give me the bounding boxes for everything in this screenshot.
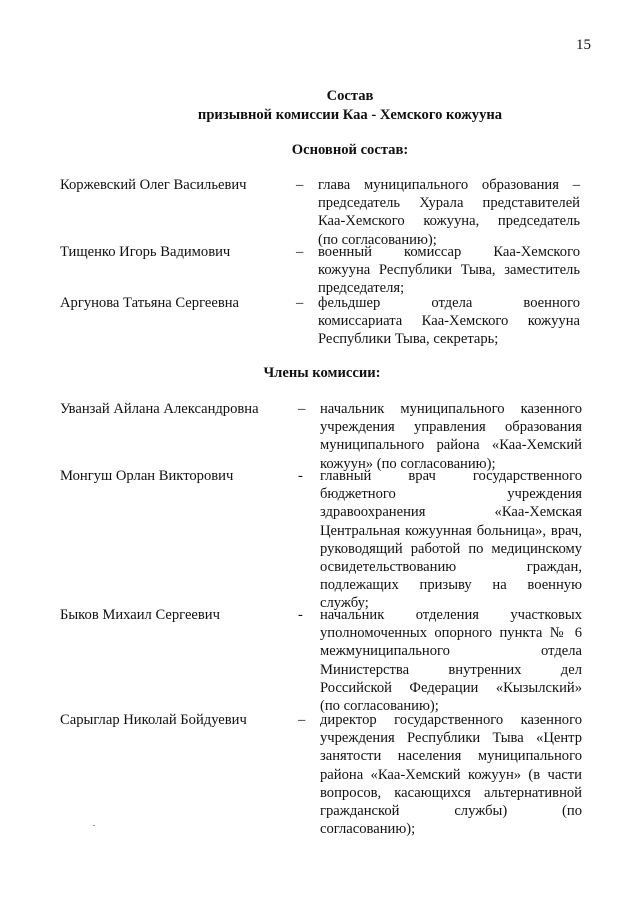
- document-title: [0, 87, 640, 124]
- title-line-1: Состав: [326, 88, 374, 104]
- member-dash: –: [296, 244, 304, 260]
- member-name: Сарыглар Николай Бойдуевич: [60, 712, 247, 728]
- member-dash: -: [298, 468, 303, 484]
- main-composition-heading: Основной состав:: [291, 142, 409, 158]
- role-line: бюджетного учреждения: [320, 486, 582, 503]
- member-name: Монгуш Орлан Викторович: [60, 468, 234, 484]
- role-line: председатель Хурала представителей: [318, 195, 580, 212]
- member-role: [318, 294, 580, 349]
- role-line: занятости населения муниципального: [320, 748, 582, 765]
- role-line: муниципального района «Каа-Хемский: [320, 437, 582, 454]
- member-name: Аргунова Татьяна Сергеевна: [60, 295, 239, 311]
- role-line: вопросов, касающихся альтернативной: [320, 784, 582, 801]
- role-line: района «Каа-Хемский кожуун» (в части: [320, 766, 582, 783]
- role-line: гражданской службы) (по: [320, 803, 582, 820]
- role-line: начальник муниципального казенного: [320, 401, 582, 417]
- member-name: Коржевский Олег Васильевич: [60, 177, 247, 193]
- role-line: здравоохранения «Каа-Хемская: [320, 504, 582, 521]
- scan-speck: [93, 825, 95, 826]
- role-line: учреждения управления образования: [320, 419, 582, 436]
- member-dash: –: [298, 712, 306, 728]
- member-dash: –: [296, 295, 304, 311]
- role-line: Российской Федерации «Кызылский»: [320, 679, 582, 696]
- member-role: [320, 400, 582, 473]
- member-dash: –: [296, 177, 304, 193]
- role-line: председателя;: [318, 280, 405, 297]
- member-role: [320, 606, 582, 715]
- member-name: Тищенко Игорь Вадимович: [60, 244, 231, 260]
- role-line: кожууна Республики Тыва, заместитель: [318, 262, 580, 279]
- role-line: фельдшер отдела военного: [318, 295, 580, 311]
- title-line-2: призывной комиссии Каа - Хемского кожууна: [197, 106, 503, 123]
- role-line: (по согласованию);: [320, 698, 439, 715]
- member-role: [320, 467, 582, 613]
- role-line: глава муниципального образования –: [318, 177, 580, 193]
- role-line: Центральная кожуунная больница», врач,: [320, 522, 582, 539]
- role-line: комиссариата Каа-Хемского кожууна: [318, 313, 580, 330]
- role-line: военный комиссар Каа-Хемского: [318, 244, 580, 260]
- role-line: Республики Тыва, секретарь;: [318, 331, 499, 348]
- role-line: уполномоченных опорного пункта № 6: [320, 625, 582, 642]
- member-dash: –: [298, 401, 306, 417]
- role-line: межмуниципального отдела: [320, 643, 582, 660]
- role-line: Министерства внутренних дел: [320, 661, 582, 678]
- role-line: кожуун» (по согласованию);: [320, 455, 496, 472]
- role-line: освидетельствованию граждан,: [320, 559, 582, 576]
- role-line: службу;: [320, 595, 369, 612]
- role-line: учреждения Республики Тыва «Центр: [320, 730, 582, 747]
- role-line: согласованию);: [320, 821, 416, 838]
- member-role: [320, 711, 582, 838]
- role-line: Каа-Хемского кожууна, председатель: [318, 213, 580, 230]
- role-line: (по согласованию);: [318, 231, 437, 248]
- role-line: главный врач государственного: [320, 468, 582, 484]
- member-role: [318, 176, 580, 249]
- member-name: Уванзай Айлана Александровна: [60, 401, 259, 417]
- commission-members-heading: Члены комиссии:: [263, 365, 381, 381]
- page-number: 15: [576, 37, 591, 53]
- role-line: подлежащих призыву на военную: [320, 577, 582, 594]
- role-line: директор государственного казенного: [320, 712, 582, 728]
- role-line: начальник отделения участковых: [320, 607, 582, 623]
- member-dash: -: [298, 607, 303, 623]
- role-line: руководящий работой по медицинскому: [320, 540, 582, 557]
- member-role: [318, 243, 580, 298]
- member-name: Быков Михаил Сергеевич: [60, 607, 220, 623]
